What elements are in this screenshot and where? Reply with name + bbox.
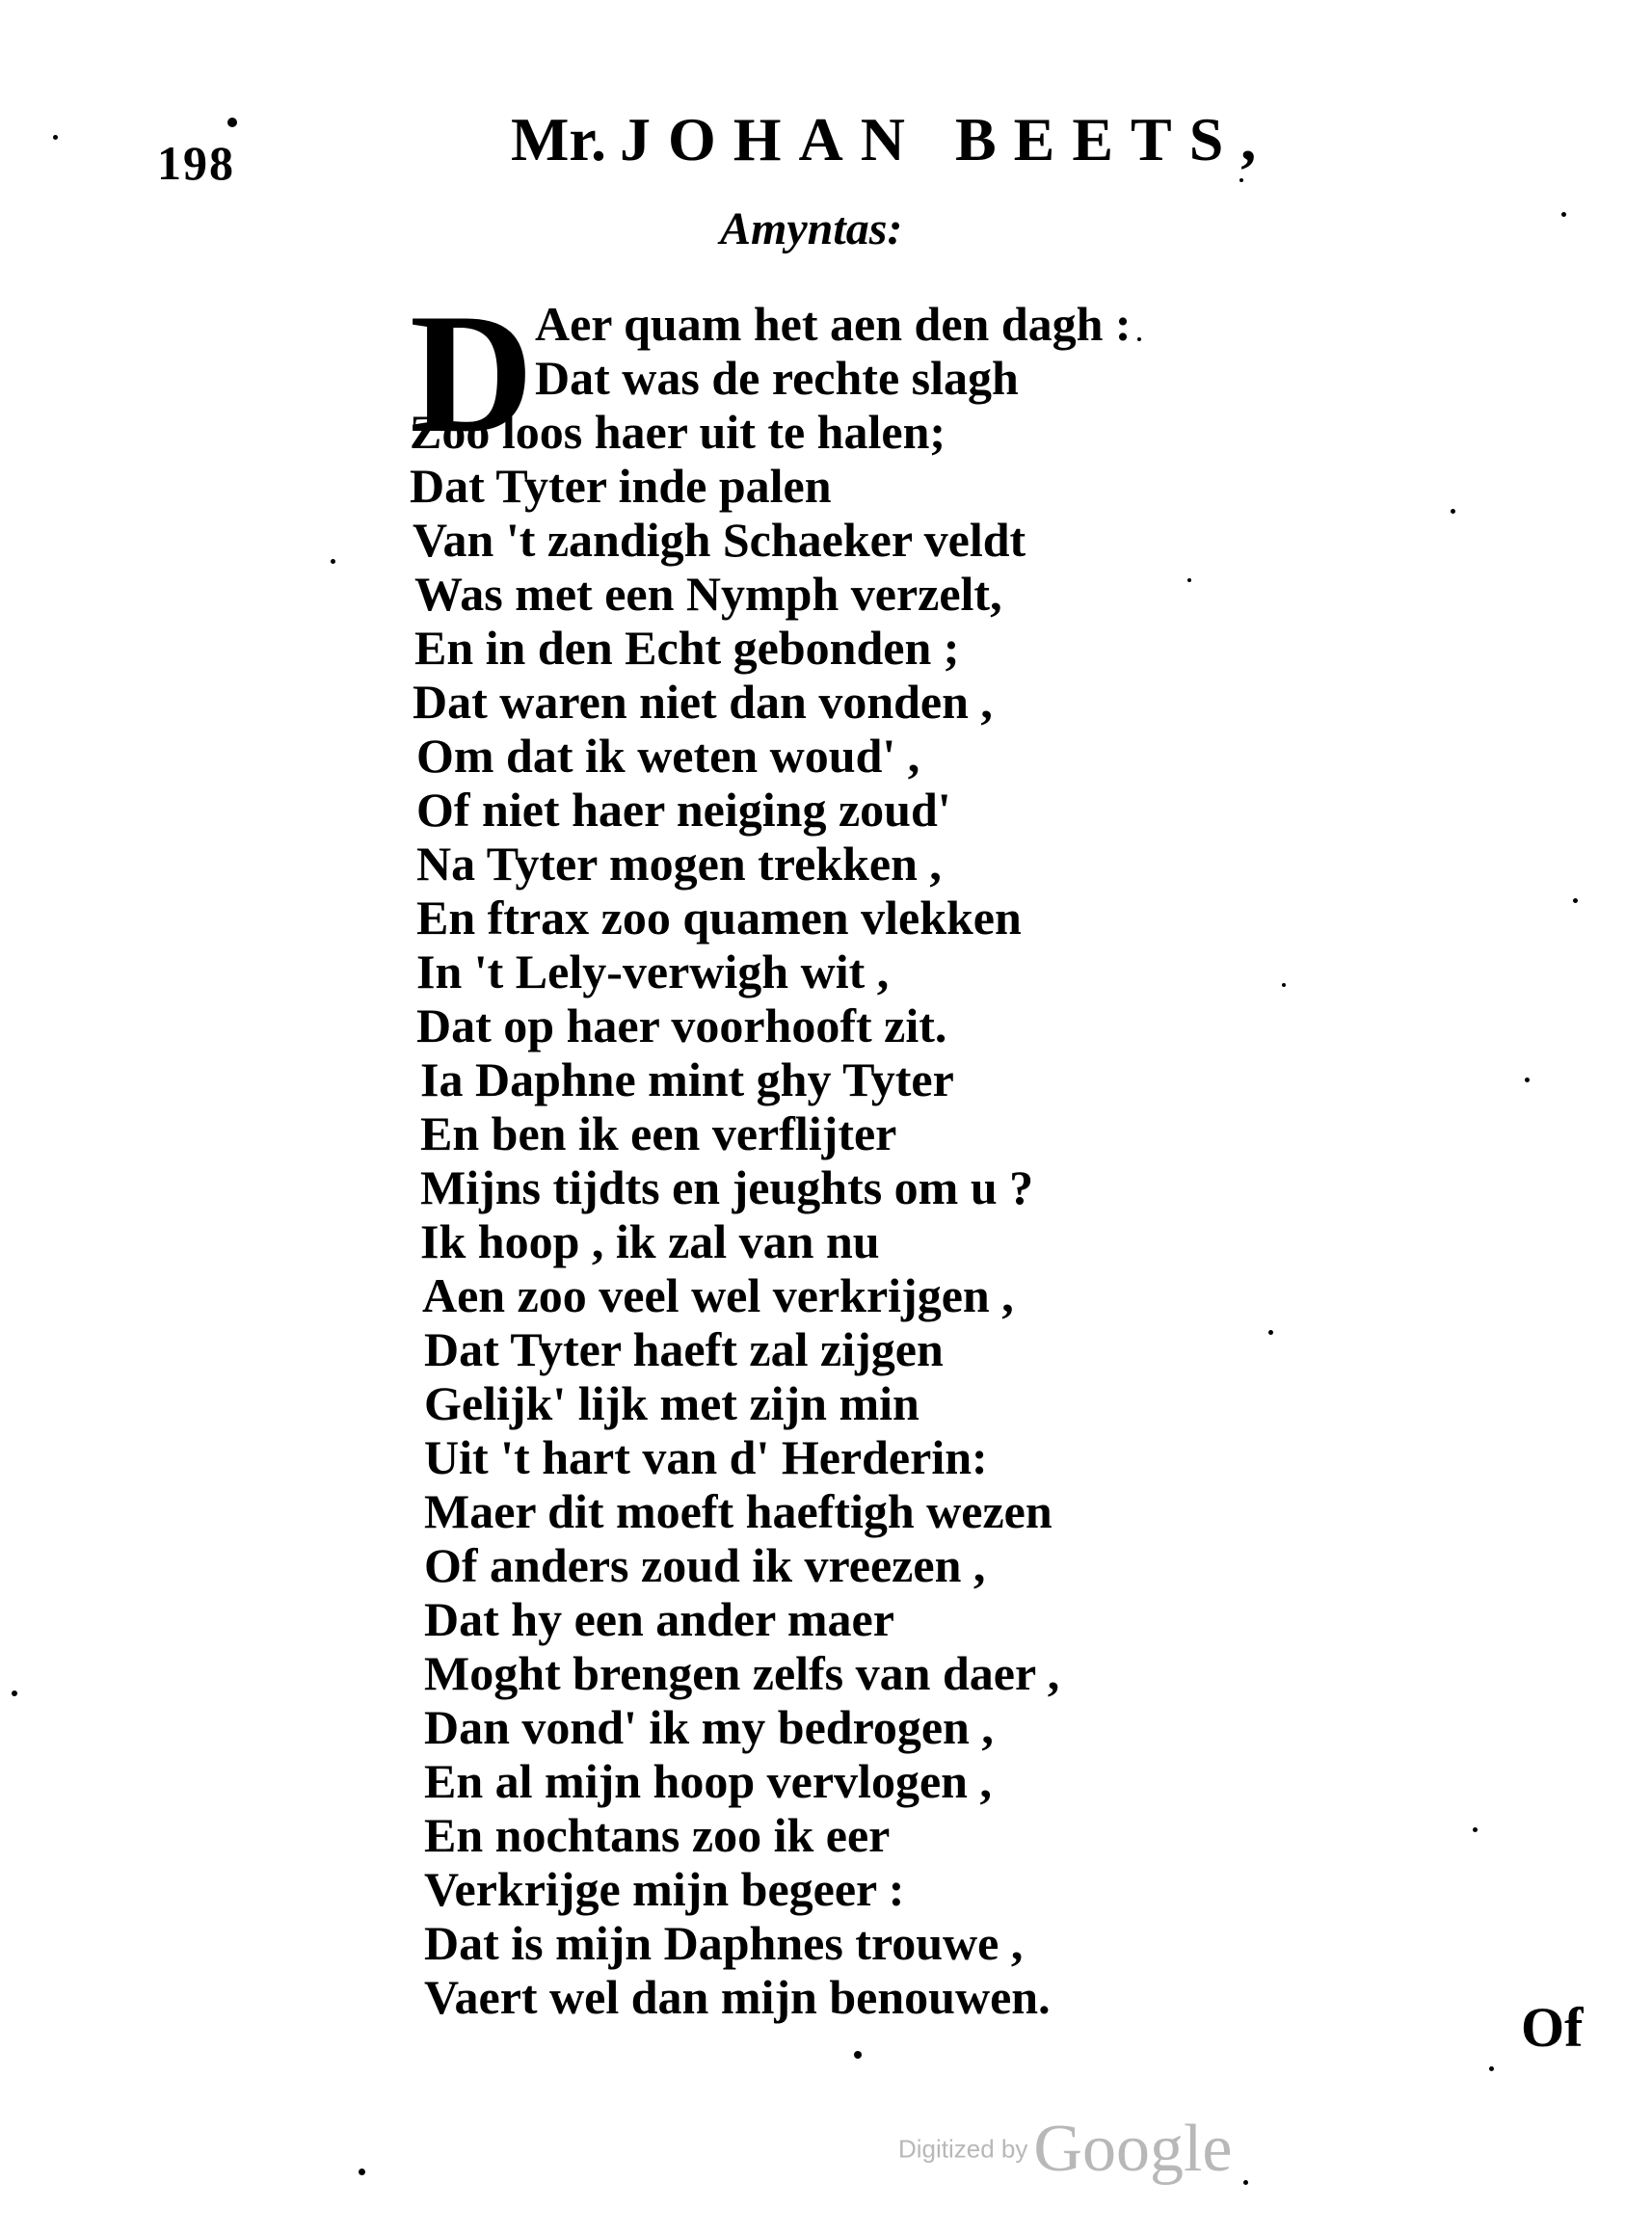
ink-speck — [1243, 2180, 1248, 2185]
poem-line: Na Tyter mogen trekken , — [416, 837, 942, 891]
running-head — [511, 104, 1273, 175]
poem-line: Gelijk' lijk met zijn min — [424, 1376, 919, 1430]
running-head-prefix: Mr. — [511, 105, 606, 173]
ink-speck — [53, 135, 58, 140]
poem-line: Dat Tyter inde palen — [410, 459, 832, 513]
ink-speck — [12, 1690, 17, 1696]
ink-speck — [1525, 1078, 1530, 1082]
ink-speck — [331, 559, 335, 564]
poem-line: Mijns tijdts en jeughts om u ? — [420, 1160, 1034, 1214]
poem-line: Moght brengen zelfs van daer , — [424, 1646, 1060, 1700]
poem-line: Van 't zandigh Schaeker veldt — [413, 513, 1026, 567]
poem-line: En nochtans zoo ik eer — [424, 1808, 891, 1862]
poem-line: Dat waren niet dan vonden , — [413, 675, 993, 729]
ink-speck — [1268, 1330, 1273, 1335]
ink-speck — [1451, 509, 1455, 514]
poem-line: Dat hy een ander maer — [424, 1592, 894, 1646]
page-number: 198 — [157, 136, 235, 190]
ink-speck — [1187, 578, 1191, 582]
poem-line: En ftrax zoo quamen vlekken — [416, 891, 1022, 945]
poem-line: Ik hoop , ik zal van nu — [420, 1214, 880, 1268]
poem-line: Dan vond' ik my bedrogen , — [424, 1700, 994, 1754]
ink-speck — [1573, 898, 1578, 903]
ink-speck — [854, 2051, 862, 2059]
poem-line: Dat is mijn Daphnes trouwe , — [424, 1916, 1024, 1970]
poem-line: Zoo loos haer uit te halen; — [410, 405, 946, 459]
ink-speck — [1282, 983, 1286, 987]
ink-speck — [227, 118, 237, 127]
poem-line: En ben ik een verflijter — [420, 1106, 897, 1160]
ink-speck — [359, 2169, 365, 2175]
running-head-author: JOHAN BEETS, — [619, 105, 1274, 173]
ink-speck — [1561, 212, 1566, 217]
poem-line: Of niet haer neiging zoud' — [416, 783, 951, 837]
google-logo: Google — [1033, 2112, 1233, 2186]
catchword: Of — [1521, 1996, 1584, 2059]
ink-speck — [1239, 178, 1243, 182]
ink-speck — [1489, 2066, 1494, 2071]
poem-line: En al mijn hoop vervlogen , — [424, 1754, 992, 1808]
poem-line: Maer dit moeft haeftigh wezen — [424, 1484, 1052, 1538]
poem-line: In 't Lely-verwigh wit , — [416, 945, 890, 998]
poem-line: Of anders zoud ik vreezen , — [424, 1538, 986, 1592]
poem-line: Dat Tyter haeft zal zijgen — [424, 1322, 944, 1376]
poem-line: Dat was de rechte slagh — [535, 351, 1019, 405]
poem-line: Ia Daphne mint ghy Tyter — [420, 1052, 954, 1106]
speaker-heading: Amyntas: — [720, 203, 903, 254]
drop-cap: D — [410, 278, 534, 468]
poem-line: Aen zoo veel wel verkrijgen , — [422, 1268, 1014, 1322]
poem-line: Aer quam het aen den dagh : — [535, 297, 1132, 351]
poem-line: Dat op haer voorhooft zit. — [416, 998, 947, 1052]
watermark-prefix: Digitized by — [898, 2134, 1028, 2164]
digitized-by-google-watermark — [898, 2111, 1232, 2188]
poem-line: Uit 't hart van d' Herderin: — [424, 1430, 988, 1484]
poem-line: Verkrijge mijn begeer : — [424, 1862, 905, 1916]
poem-line: En in den Echt gebonden ; — [414, 621, 960, 675]
poem-line: Vaert wel dan mijn benouwen. — [424, 1970, 1051, 2024]
poem-line: Om dat ik weten woud' , — [416, 729, 920, 783]
ink-speck — [1137, 337, 1141, 341]
ink-speck — [1473, 1827, 1478, 1832]
poem-line: Was met een Nymph verzelt, — [414, 567, 1002, 621]
